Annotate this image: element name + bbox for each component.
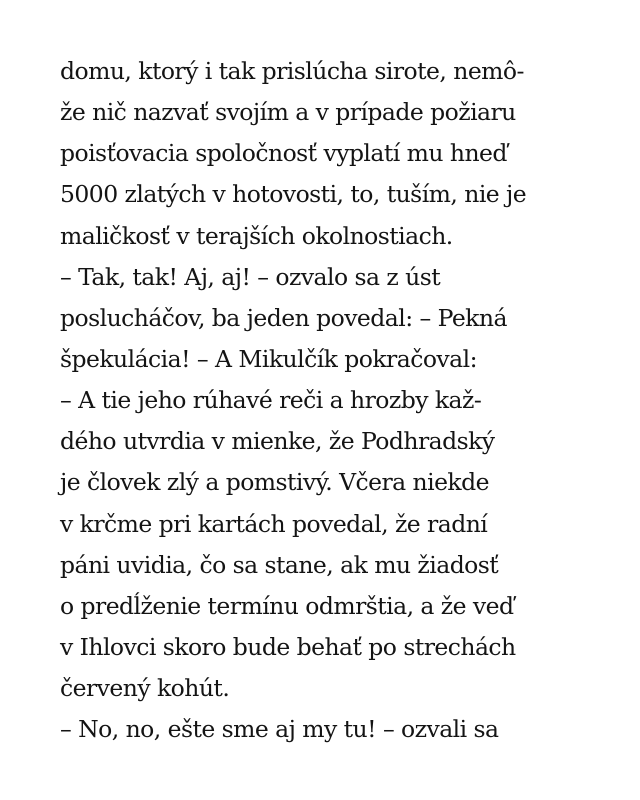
text-line: že nič nazvať svojím a v prípade požiaru	[60, 98, 516, 127]
text-line: domu, ktorý i tak prislúcha sirote, nemô-	[60, 57, 524, 85]
text-line: dého utvrdia v mienke, že Podhradský	[60, 427, 495, 456]
text-line: 5000 zlatých v hotovosti, to, tuším, nie je	[60, 180, 527, 209]
text-line: v Ihlovci skoro bude behať po strechách	[60, 632, 516, 661]
text-line: o predĺženie termínu odmrštia, a že veď	[60, 591, 514, 620]
text-line: páni uvidia, čo sa stane, ak mu žiadosť	[60, 550, 499, 579]
text-line: špekulácia! – A Mikulčík pokračoval:	[60, 344, 477, 373]
text-line: poslucháčov, ba jeden povedal: – Pekná	[60, 303, 507, 332]
text-page	[60, 51, 620, 750]
text-line: v krčme pri kartách povedal, že radní	[60, 509, 488, 538]
text-line: – Tak, tak! Aj, aj! – ozvalo sa z úst	[60, 262, 441, 291]
text-line: poisťovacia spoločnosť vyplatí mu hneď	[60, 139, 507, 168]
text-line: maličkosť v terajších okolnostiach.	[60, 221, 453, 250]
text-line: – A tie jeho rúhavé reči a hrozby kaž-	[60, 386, 482, 415]
text-line: červený kohút.	[60, 674, 230, 703]
text-line: je človek zlý a pomstivý. Včera niekde	[60, 468, 489, 497]
text-line: – No, no, ešte sme aj my tu! – ozvali sa	[60, 715, 499, 744]
